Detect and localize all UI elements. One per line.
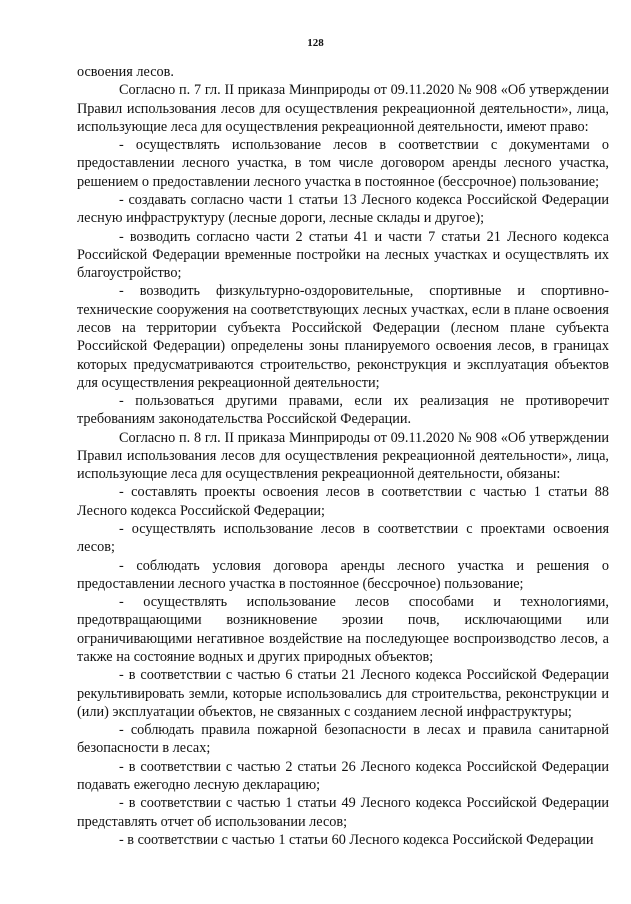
paragraph-continuation: освоения лесов.: [77, 64, 174, 80]
document-body: [77, 63, 609, 849]
list-item-obligation: - в соответствии с частью 2 статьи 26 Лесного кодекса Российской Федерации подавать ежегодно лесную декларацию;: [77, 758, 609, 793]
paragraph-rights-intro: Согласно п. 7 гл. II приказа Минприроды от 09.11.2020 № 908 «Об утверждении Правил использования лесов для осуществления рекреационной деятельности», лица, использующие леса для осуществления рекреационной деятельности, имеют право:: [77, 82, 609, 135]
list-item-right: - создавать согласно части 1 статьи 13 Лесного кодекса Российской Федерации лесную инфраструктуру (лесные дороги, лесные склады и другое);: [77, 191, 609, 227]
page-number: 128: [307, 37, 324, 49]
list-item-right: - возводить согласно части 2 статьи 41 и части 7 статьи 21 Лесного кодекса Российской Федерации временные постройки на лесных участках и осуществлять их благоустройство;: [77, 228, 609, 282]
list-item-obligation: - соблюдать правила пожарной безопасности в лесах и правила санитарной безопасности в лесах;: [77, 722, 609, 757]
list-item-right: - пользоваться другими правами, если их реализация не противоречит требованиям законодательства Российской Федерации.: [77, 393, 609, 428]
list-item-obligation: - осуществлять использование лесов в соответствии с проектами освоения лесов;: [77, 521, 609, 556]
list-item-right: - возводить физкультурно-оздоровительные, спортивные и спортивно-технические сооружения на соответствующих лесных участках, если в плане освоения лесов на территории субъекта Российской Федерации (лесном плане субъекта Российской Федерации) определены зоны планируемого освоения лесов, в границах которых предусматриваются строительство, реконструкция и эксплуатация объектов для осуществления рекреационной деятельности;: [77, 283, 609, 391]
paragraph-obligations-intro: Согласно п. 8 гл. II приказа Минприроды от 09.11.2020 № 908 «Об утверждении Правил использования лесов для осуществления рекреационной деятельности», лица, использующие леса для осуществления рекреационной деятельности, обязаны:: [77, 429, 609, 483]
list-item-obligation: - соблюдать условия договора аренды лесного участка и решения о предоставлении лесного участка в постоянное (бессрочное) пользование;: [77, 557, 609, 592]
list-item-right: - осуществлять использование лесов в соответствии с документами о предоставлении лесного участка, в том числе договором аренды лесного участка, решением о предоставлении лесного участка в постоянное (бессрочное) пользование;: [77, 137, 609, 190]
list-item-obligation: - в соответствии с частью 6 статьи 21 Лесного кодекса Российской Федерации рекультивировать земли, которые использовались для строительства, реконструкции и (или) эксплуатации объектов, не связанных с созданием лесной инфраструктуры;: [77, 667, 609, 720]
list-item-obligation: - составлять проекты освоения лесов в соответствии с частью 1 статьи 88 Лесного кодекса Российской Федерации;: [77, 484, 609, 519]
list-item-obligation: - осуществлять использование лесов способами и технологиями, предотвращающими возникновение эрозии почв, исключающими или ограничивающими негативное воздействие на последующее воспроизводство лесов, а также на состояние водных и других природных объектов;: [77, 594, 609, 665]
list-item-obligation: - в соответствии с частью 1 статьи 60 Лесного кодекса Российской Федерации: [119, 831, 594, 848]
list-item-obligation: - в соответствии с частью 1 статьи 49 Лесного кодекса Российской Федерации представлять отчет об использовании лесов;: [77, 795, 609, 830]
